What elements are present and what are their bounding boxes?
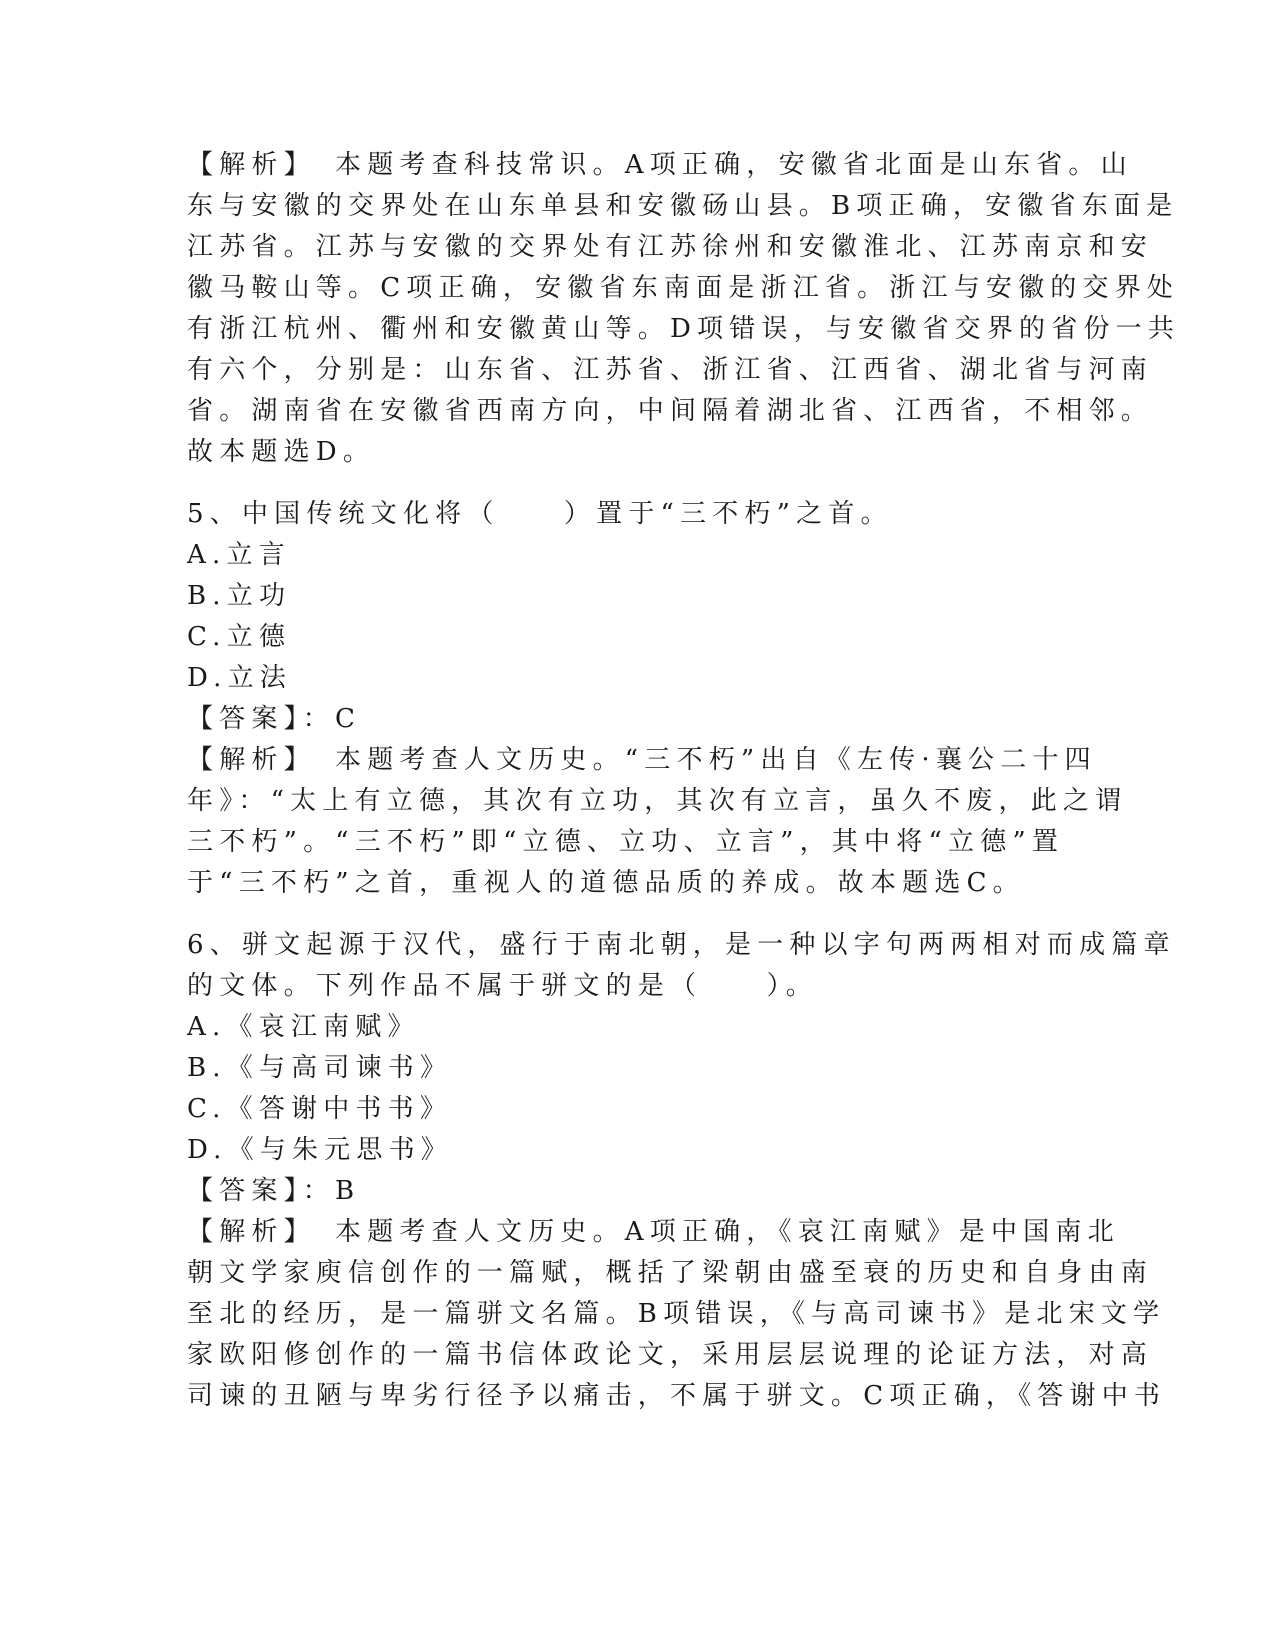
analysis-line: 江苏省。江苏与安徽的交界处有江苏徐州和安徽淮北、江苏南京和安 [187, 232, 1154, 262]
analysis-line: 【解析】 本题考查人文历史。“三不朽”出自《左传·襄公二十四 [187, 745, 1097, 775]
option-a: A.《哀江南赋》 [187, 1012, 420, 1042]
answer-line: 【答案】：B [187, 1176, 361, 1206]
option-c: C.《答谢中书书》 [187, 1094, 453, 1124]
analysis-line: 东与安徽的交界处在山东单县和安徽砀山县。B项正确，安徽省东面是 [187, 191, 1179, 221]
analysis-line: 于“三不朽”之首，重视人的道德品质的养成。故本题选C。 [187, 868, 1025, 898]
option-a: A.立言 [187, 540, 291, 570]
analysis-line: 【解析】 本题考查科技常识。A项正确，安徽省北面是山东省。山 [187, 150, 1133, 180]
analysis-line: 司谏的丑陋与卑劣行径予以痛击，不属于骈文。C项正确，《答谢中书 [187, 1381, 1167, 1411]
answer-line: 【答案】：C [187, 704, 362, 734]
option-b: B.《与高司谏书》 [187, 1053, 453, 1083]
analysis-line: 故本题选D。 [187, 437, 376, 467]
analysis-line: 三不朽”。“三不朽”即“立德、立功、立言”，其中将“立德”置 [187, 827, 1065, 857]
analysis-line: 省。湖南省在安徽省西南方向，中间隔着湖北省、江西省，不相邻。 [187, 396, 1154, 426]
analysis-line: 至北的经历，是一篇骈文名篇。B项错误，《与高司谏书》是北宋文学 [187, 1299, 1166, 1329]
option-d: D.立法 [187, 663, 292, 693]
analysis-line: 家欧阳修创作的一篇书信体政论文，采用层层说理的论证方法，对高 [187, 1340, 1154, 1370]
option-c: C.立德 [187, 622, 292, 652]
analysis-line: 【解析】 本题考查人文历史。A项正确，《哀江南赋》是中国南北 [187, 1217, 1120, 1247]
option-d: D.《与朱元思书》 [187, 1135, 453, 1165]
question-text: 6、骈文起源于汉代，盛行于南北朝，是一种以字句两两相对而成篇章 [187, 930, 1176, 960]
question-text: 的文体。下列作品不属于骈文的是（ ）。 [187, 971, 819, 1001]
option-b: B.立功 [187, 581, 292, 611]
question-text: 5、中国传统文化将（ ）置于“三不朽”之首。 [187, 499, 893, 529]
analysis-line: 有六个，分别是：山东省、江苏省、浙江省、江西省、湖北省与河南 [187, 355, 1154, 385]
analysis-line: 徽马鞍山等。C项正确，安徽省东南面是浙江省。浙江与安徽的交界处 [187, 273, 1180, 303]
analysis-line: 有浙江杭州、衢州和安徽黄山等。D项错误，与安徽省交界的省份一共 [187, 314, 1181, 344]
analysis-line: 朝文学家庾信创作的一篇赋，概括了梁朝由盛至衰的历史和自身由南 [187, 1258, 1154, 1288]
analysis-line: 年》：“太上有立德，其次有立功，其次有立言，虽久不废，此之谓 [187, 786, 1128, 816]
